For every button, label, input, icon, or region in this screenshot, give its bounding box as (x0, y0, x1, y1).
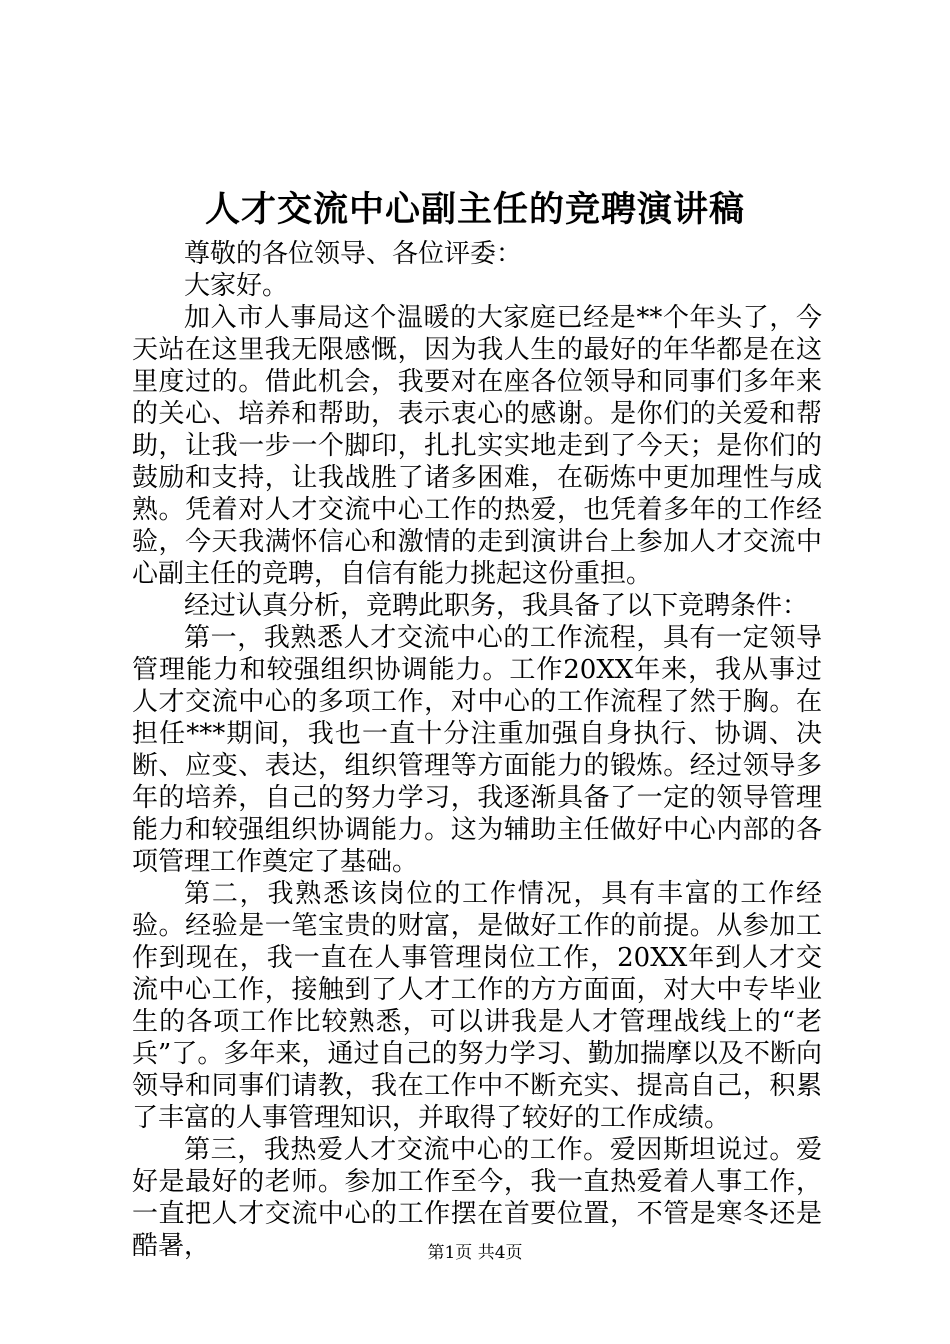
paragraph-salutation: 尊敬的各位领导、各位评委： (184, 239, 523, 269)
paragraph-condition-first: 第一，我熟悉人才交流中心的工作流程，具有一定领导管理能力和较强组织协调能力。工作20XX年来，我从事过人才交流中心的多项工作，对中心的工作流程了然于胸。在担任***期间，我也一直十分注重加强自身执行、协调、决断、应变、表达，组织管理等方面能力的锻炼。经过领导多年的培养，自己的努力学习，我逐渐具备了一定的领导管理能力和较强组织协调能力。这为辅助主任做好中心内部的各项管理工作奠定了基础。 (132, 623, 822, 877)
paragraph-introduction: 加入市人事局这个温暖的大家庭已经是**个年头了，今天站在这里我无限感慨，因为我人生的最好的年华都是在这里度过的。借此机会，我要对在座各位领导和同事们多年来的关心、培养和帮助，表示衷心的感谢。是你们的关爱和帮助，让我一步一个脚印，扎扎实实地走到了今天；是你们的鼓励和支持，让我战胜了诸多困难，在砺炼中更加理性与成熟。凭着对人才交流中心工作的热爱，也凭着多年的工作经验，今天我满怀信心和激情的走到演讲台上参加人才交流中心副主任的竞聘，自信有能力挑起这份重担。 (132, 303, 822, 589)
document-title: 人才交流中心副主任的竞聘演讲稿 (204, 189, 745, 230)
paragraph-conditions-intro: 经过认真分析，竞聘此职务，我具备了以下竞聘条件： (184, 591, 809, 621)
paragraph-condition-third: 第三，我热爱人才交流中心的工作。爱因斯坦说过。爱好是最好的老师。参加工作至今，我一直热爱着人事工作，一直把人才交流中心的工作摆在首要位置，不管是寒冬还是酷暑， (132, 1135, 822, 1261)
document-body (132, 238, 822, 1262)
paragraph-greeting: 大家好。 (184, 271, 289, 301)
page-number-footer: 第1页 共4页 (427, 1243, 523, 1263)
paragraph-condition-second: 第二，我熟悉该岗位的工作情况，具有丰富的工作经验。经验是一笔宝贵的财富，是做好工作的前提。从参加工作到现在，我一直在人事管理岗位工作，20XX年到人才交流中心工作，接触到了人才工作的方方面面，对大中专毕业生的各项工作比较熟悉，可以讲我是人才管理战线上的“老兵”了。多年来，通过自己的努力学习、勤加揣摩以及不断向领导和同事们请教，我在工作中不断充实、提高自己，积累了丰富的人事管理知识，并取得了较好的工作成绩。 (132, 879, 822, 1133)
